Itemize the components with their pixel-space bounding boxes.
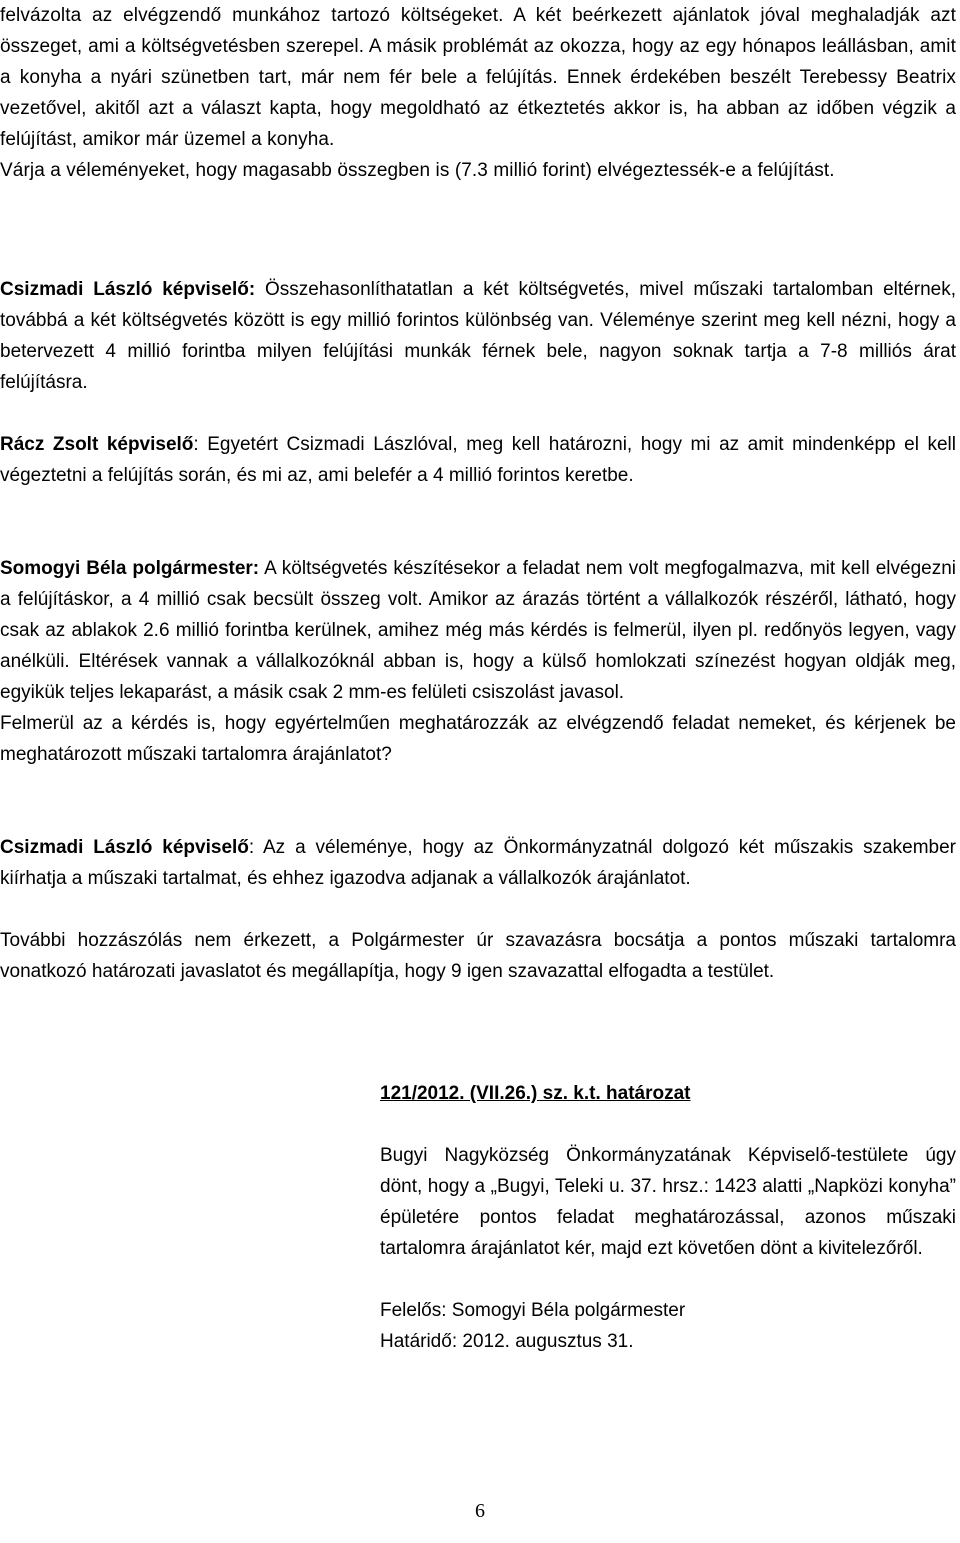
resolution-title: 121/2012. (VII.26.) sz. k.t. határozat	[380, 1083, 691, 1104]
vote-paragraph	[0, 925, 956, 987]
resolution-body: Bugyi Nagyközség Önkormányzatának Képviselő-testülete úgy dönt, hogy a „Bugyi, Teleki u. 37. hrsz.: 1423 alatti „Napközi konyha” épületére pontos feladat meghatározással, azonos műszaki tartalomra árajánlatot kér, majd ezt követően dönt a kivitelezőről.	[380, 1145, 956, 1259]
comment-text-continued: Felmerül az a kérdés is, hogy egyértelműen meghatározzák az elvégzendő feladat nemeket, és kérjenek be meghatározott műszaki tartalomra árajánlatot?	[0, 713, 956, 765]
speaker-name: Somogyi Béla polgármester:	[0, 558, 260, 579]
comment-text: : Egyetért Csizmadi Lászlóval, meg kell határozni, hogy mi az amit mindenképp el kell végeztetni a felújítás során, és mi az, ami belefér a 4 millió forintos keretbe.	[0, 434, 956, 486]
vote-text: További hozzászólás nem érkezett, a Polgármester úr szavazásra bocsátja a pontos műszaki tartalomra vonatkozó határozati javaslatot és megállapítja, hogy 9 igen szavazattal elfogadta a testület.	[0, 930, 956, 982]
comment-text: Összehasonlíthatatlan a két költségvetés, mivel műszaki tartalomban eltérnek, továbbá a két költségvetés között is egy millió forintos különbség van. Véleménye szerint meg kell nézni, hogy a betervezett 4 millió forintba milyen felújítási munkák férnek bele, nagyon soknak tartja a 7-8 milliós árat felújításra.	[0, 279, 956, 393]
comment-paragraph-4	[0, 832, 956, 894]
comment-paragraph-1	[0, 274, 956, 398]
resolution-responsible: Felelős: Somogyi Béla polgármester	[380, 1300, 686, 1321]
intro-paragraph	[0, 0, 956, 186]
intro-text-1: felvázolta az elvégzendő munkához tartozó költségeket. A két beérkezett ajánlatok jóval meghaladják azt összeget, ami a költségvetésben szerepel. A másik problémát az okozza, hogy az egy hónapos leállásban, amit a konyha a nyári szünetben tart, már nem fér bele a felújítás. Ennek érdekében beszélt Terebessy Beatrix vezetővel, akitől azt a választ kapta, hogy megoldható az étkeztetés akkor is, ha abban az időben végzik a felújítást, amikor már üzemel a konyha.	[0, 5, 956, 150]
speaker-name: Csizmadi László képviselő	[0, 837, 249, 858]
speaker-name: Rácz Zsolt képviselő	[0, 434, 194, 455]
comment-text: : Az a véleménye, hogy az Önkormányzatnál dolgozó két műszakis szakember kiírhatja a műszaki tartalmat, és ehhez igazodva adjanak a vállalkozók árajánlatot.	[0, 837, 956, 889]
comment-text: A költségvetés készítésekor a feladat nem volt megfogalmazva, mit kell elvégezni a felújításkor, a 4 millió csak becsült összeg volt. Amikor az árazás történt a vállalkozók részéről, látható, hogy csak az ablakok 2.6 millió forintba kerülnek, amihez még más kérdés is felmerül, ilyen pl. redőnyös legyen, vagy anélküli. Eltérések vannak a vállalkozóknál abban is, hogy a külső homlokzati színezést hogyan oldják meg, egyikük teljes lekaparást, a másik csak 2 mm-es felületi csiszolást javasol.	[0, 558, 956, 703]
resolution-block	[380, 1078, 956, 1357]
resolution-deadline: Határidő: 2012. augusztus 31.	[380, 1331, 634, 1352]
page-number: 6	[475, 1500, 485, 1522]
comment-paragraph-3	[0, 553, 956, 770]
speaker-name: Csizmadi László képviselő:	[0, 279, 256, 300]
comment-paragraph-2	[0, 429, 956, 491]
intro-text-2: Várja a véleményeket, hogy magasabb összegben is (7.3 millió forint) elvégeztessék-e a felújítást.	[0, 160, 835, 181]
